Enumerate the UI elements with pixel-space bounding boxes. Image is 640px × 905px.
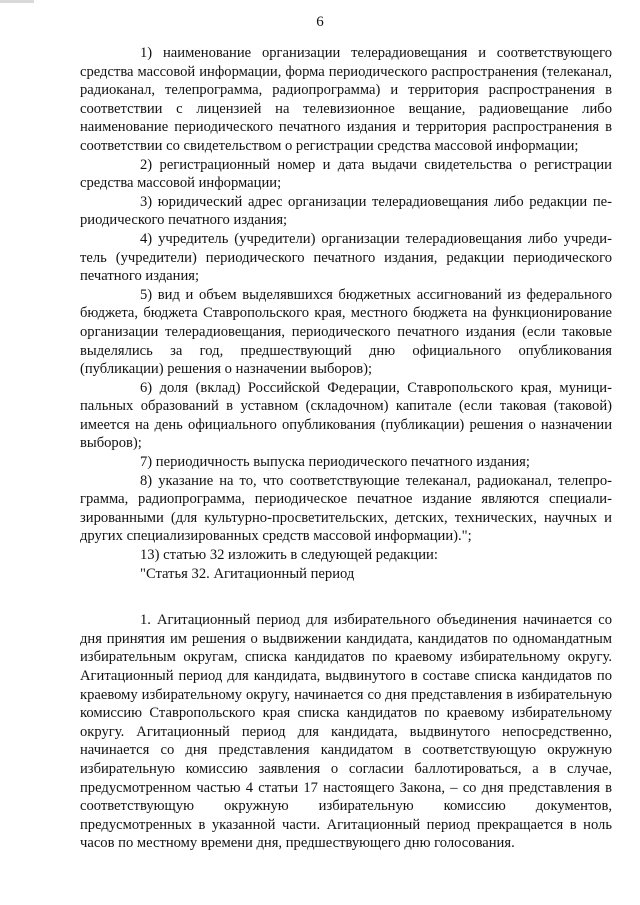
scan-corner-mark [0,0,34,3]
list-item-6: 6) доля (вклад) Российской Федерации, Ставропольского края, муниципальных образований в уставном (складочном) капитале (если таковая (таковой) имеется на день официального опубликования (публикации) решения о назначении выборов); [80,379,612,452]
list-item-3: 3) юридический адрес организации телерадиовещания либо редакции периодического печатного издания; [80,193,612,229]
list-item-4: 4) учредитель (учредители) организации телерадиовещания либо учредитель (учредители) периодического печатного издания, редакции периодического печатного издания; [80,230,612,285]
document-body [80,44,612,853]
list-item-5: 5) вид и объем выделявшихся бюджетных ассигнований из федерального бюджета, бюджета Ставропольского края, местного бюджета на функционирование организации телерадиовещания, периодического печатного издания (если таковые выделялись за год, предшествующий дню официального опубликования (публикации) решения о назначении выборов); [80,286,612,378]
list-item-7: 7) периодичность выпуска периодического печатного издания; [140,454,530,471]
article-paragraph-1: 1. Агитационный период для избирательного объединения начинается со дня принятия им решения о выдвижении кандидата, кандидатов по одномандатным избирательным округам, списка кандидатов по краевому избирательному округу. Агитационный период для кандидата, выдвинутого в составе списка кандидатов по краевому избирательному округу, начинается со дня представления в избирательную комиссию Ставропольского края списка кандидатов по краевому избирательному округу. Агитационный период для кандидата, выдвинутого непосредственно, начинается со дня представления кандидатом в соответствующую окружную избирательную комиссию заявления о согласии баллотироваться, а в случае, предусмотренном частью 4 статьи 17 настоящего Закона, – со дня представления в соответствующую окружную избирательную комиссию документов, предусмотренных в указанной части. Агитационный период прекращается в ноль часов по местному времени дня, предшествующего дню голосования. [80,612,612,852]
paragraph-gap [80,583,612,611]
page-number: 6 [316,14,324,30]
list-item-1: 1) наименование организации телерадиовещания и соответствующего средства массовой информации, форма периодического распространения (телеканал, радиоканал, телепрограмма, радиопрограмма) и территория распространения в соответствии с лицензией на телевизионное вещание, радиовещание либо наименование периодического печатного издания и территория распространения в соответствии со свидетельством о регистрации средства массовой информации; [80,45,612,154]
list-item-8: 8) указание на то, что соответствующие телеканал, радиоканал, телепрограмма, радиопрограмма, периодическое печатное издание являются специализированными (для культурно-просветительских, детских, технических, научных и других специализированных средств массовой информации)."; [80,472,612,545]
article-heading: "Статья 32. Агитационный период [140,565,355,582]
list-item-2: 2) регистрационный номер и дата выдачи свидетельства о регистрации средства массовой информации; [80,156,612,192]
amendment-item-13: 13) статью 32 изложить в следующей редакции: [140,547,438,564]
